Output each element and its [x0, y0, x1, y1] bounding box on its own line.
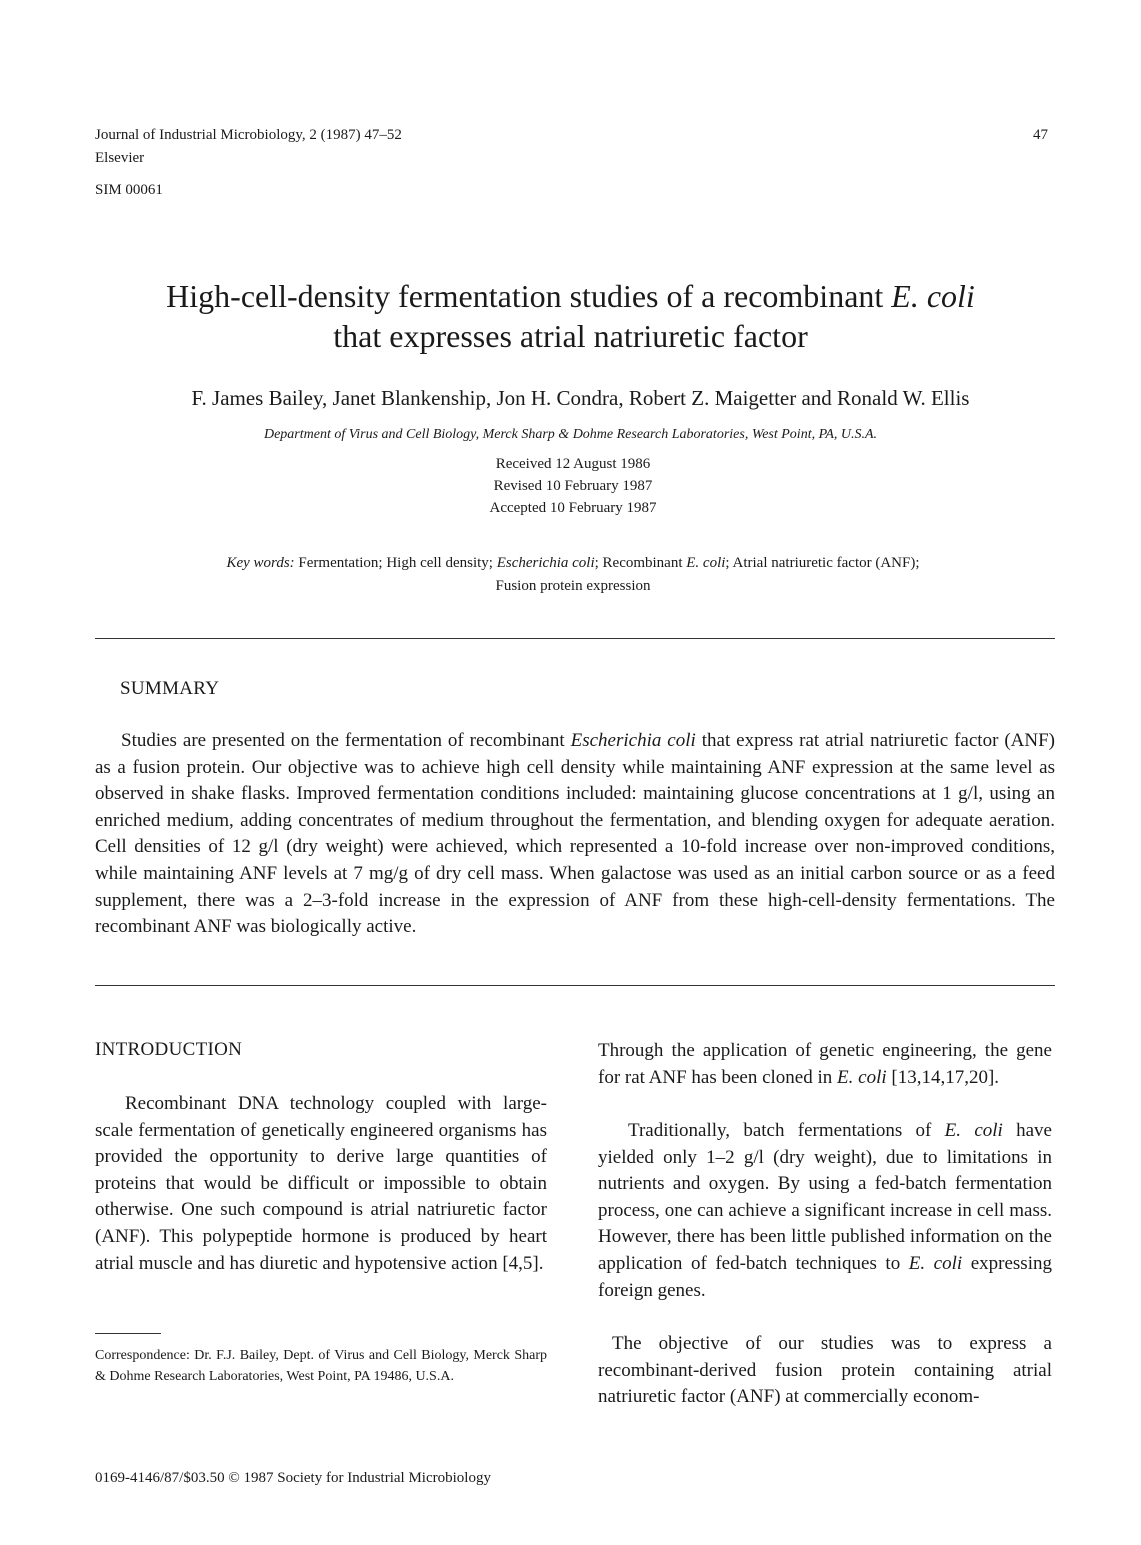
intro-right-paragraph-3: The objective of our studies was to express a recombinant-derived fusion protein containing atrial natriuretic factor (ANF) at commercially econom-	[598, 1333, 1052, 1408]
footnote-rule	[95, 1333, 161, 1334]
intro-r2-text-a: Traditionally, batch fermentations of	[628, 1120, 945, 1141]
divider-bottom	[95, 985, 1055, 986]
summary-text-2: that express rat atrial natriuretic factor (ANF) as a fusion protein. Our objective was to achieve high cell density while maintaining ANF expression at the same level as observed in shake flasks. Improved fermentation conditions included: maintaining glucose concentrations at 1 g/l, using an enriched medium, adding concentrates of medium throughout the fermentation, and blending oxygen for adequate aeration. Cell densities of 12 g/l (dry weight) were achieved, which represented a 10-fold increase over non-improved conditions, while maintaining ANF levels at 7 mg/g of dry cell mass. When galactose was used as an initial carbon source or as a feed supplement, there was a 2–3-fold increase in the expression of ANF from these high-cell-density fermentations. The recombinant ANF was biologically active.	[95, 730, 1056, 938]
keywords	[120, 552, 1026, 598]
summary-heading: SUMMARY	[120, 678, 220, 699]
summary-paragraph	[95, 728, 1055, 941]
affiliation: Department of Virus and Cell Biology, Merck Sharp & Dohme Research Laboratories, West Point, PA, U.S.A.	[263, 427, 878, 442]
keyword-italic-1: Escherichia coli	[496, 555, 595, 571]
correspondence-footnote: Correspondence: Dr. F.J. Bailey, Dept. of Virus and Cell Biology, Merck Sharp & Dohme Research Laboratories, West Point, PA 19486, U.S.A.	[95, 1348, 547, 1384]
title-line1: High-cell-density fermentation studies of a recombinant	[166, 278, 892, 314]
copyright-line: 0169-4146/87/$03.50 © 1987 Society for Industrial Microbiology	[95, 1470, 491, 1486]
title-line2: that expresses atrial natriuretic factor	[333, 318, 808, 354]
paper-title	[60, 276, 1081, 356]
publisher: Elsevier	[95, 150, 145, 166]
introduction-heading: INTRODUCTION	[95, 1039, 243, 1060]
intro-r2-organism-2: E. coli	[908, 1252, 963, 1274]
revised-date: Revised 10 February 1987	[493, 478, 653, 494]
journal-citation: Journal of Industrial Microbiology, 2 (1987) 47–52	[95, 127, 402, 143]
keyword-text-1: Fermentation; High cell density;	[294, 555, 497, 571]
accepted-date: Accepted 10 February 1987	[489, 500, 657, 516]
keyword-text-3: ; Atrial natriuretic factor (ANF);	[725, 555, 920, 571]
authors: F. James Bailey, Janet Blankenship, Jon H. Condra, Robert Z. Maigetter and Ronald W. Ellis	[191, 386, 970, 410]
intro-right-paragraph-2	[598, 1118, 1052, 1304]
title-organism: E. coli	[891, 278, 975, 314]
intro-r1-text-b: [13,14,17,20].	[886, 1066, 1000, 1088]
keyword-text-2: ; Recombinant	[594, 555, 687, 571]
dates-block	[300, 453, 846, 519]
keyword-text-4: Fusion protein expression	[495, 578, 651, 594]
intro-r1-text-a: Through the application of genetic engineering, the gene for rat ANF has been cloned in	[598, 1040, 1052, 1088]
summary-organism: Escherichia coli	[570, 730, 696, 751]
keyword-italic-2: E. coli	[686, 555, 726, 571]
summary-text-1: Studies are presented on the fermentation of recombinant	[121, 730, 571, 751]
intro-r2-text-c: expressing foreign genes.	[598, 1252, 1052, 1301]
intro-left-paragraph: Recombinant DNA technology coupled with large-scale fermentation of genetically engineered organisms has provided the opportunity to derive large quantities of proteins that would be difficult or impossible to obtain otherwise. One such compound is atrial natriuretic factor (ANF). This polypeptide hormone is produced by heart atrial muscle and has diuretic and hypotensive action [4,5].	[95, 1093, 547, 1274]
divider-top	[95, 638, 1055, 639]
keywords-label: Key words:	[226, 555, 295, 571]
page-number: 47	[1033, 127, 1048, 143]
intro-r1-organism: E. coli	[837, 1066, 887, 1088]
intro-r2-organism-1: E. coli	[944, 1120, 1003, 1141]
intro-r2-text-b: have yielded only 1–2 g/l (dry weight), due to limitations in nutrients and oxygen. By using a fed-batch fermentation process, one can achieve a significant increase in cell mass. However, there has been little published information on the application of fed-batch techniques to	[598, 1120, 1052, 1274]
intro-right-paragraph-1	[598, 1038, 1052, 1091]
received-date: Received 12 August 1986	[495, 456, 651, 472]
article-id: SIM 00061	[95, 182, 163, 198]
